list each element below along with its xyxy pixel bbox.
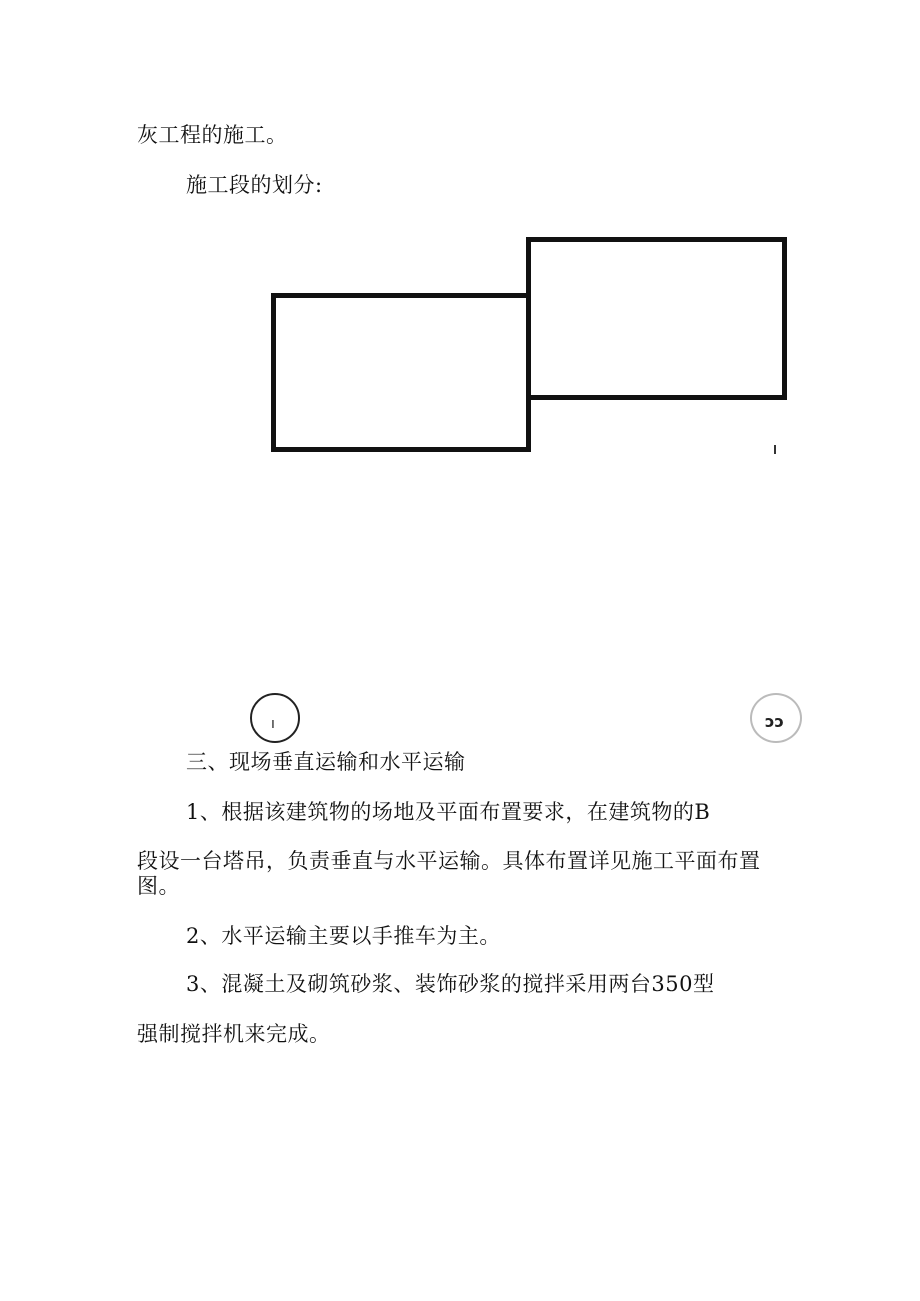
section-block-left xyxy=(271,293,531,452)
paragraph-2: 施工段的划分: xyxy=(186,173,323,197)
axis-circle-right-label: ɔɔ xyxy=(765,712,784,731)
section-block-right xyxy=(526,237,787,400)
paragraph-1: 灰工程的施工。 xyxy=(137,123,288,147)
axis-circle-right xyxy=(750,693,802,743)
paragraph-item-2: 2、水平运输主要以手推车为主。 xyxy=(186,924,501,948)
paragraph-item-3-cont: 强制搅拌机来完成。 xyxy=(137,1022,331,1046)
paragraph-item-1-cont: 段设一台塔吊，负责垂直与水平运输。具体布置详见施工平面布置 xyxy=(137,849,761,873)
paragraph-item-1: 1、根据该建筑物的场地及平面布置要求，在建筑物的B xyxy=(186,800,711,824)
section-heading-3: 三、现场垂直运输和水平运输 xyxy=(186,750,466,774)
paragraph-item-3: 3、混凝土及砌筑砂浆、装饰砂浆的搅拌采用两台350型 xyxy=(186,972,715,996)
axis-circle-left-label: ı xyxy=(271,716,275,732)
paragraph-item-1-end: 图。 xyxy=(137,874,180,898)
axis-circle-left xyxy=(250,693,300,743)
diagram-tick-mark xyxy=(774,445,776,454)
